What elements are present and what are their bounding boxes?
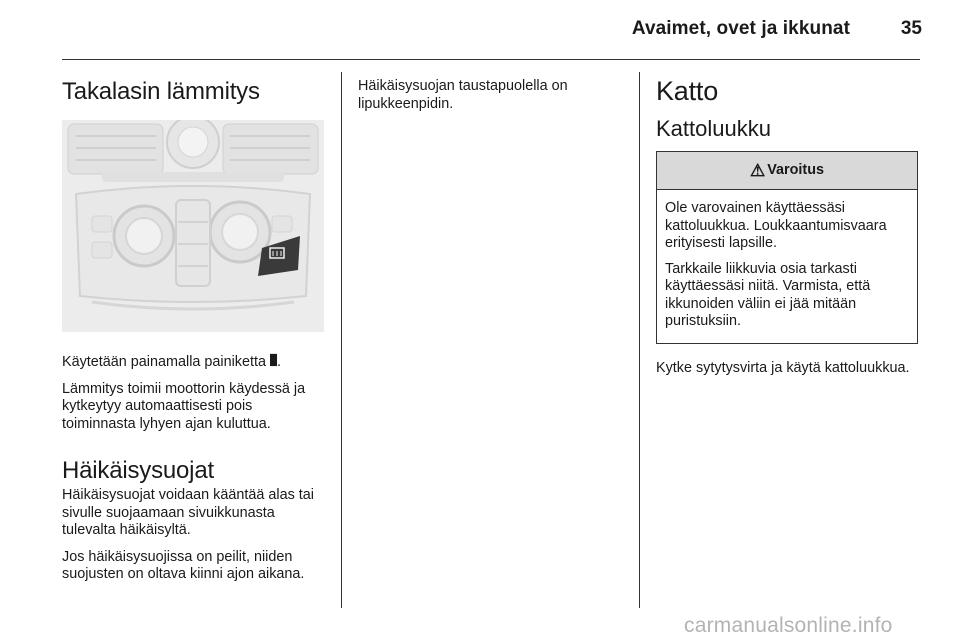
- warning-body: [657, 190, 917, 343]
- column-divider: [341, 72, 342, 608]
- warning-label: Varoitus: [767, 161, 825, 178]
- running-header-title: Avaimet, ovet ja ikkunat: [631, 18, 850, 39]
- warning-paragraph-caution: Ole varovainen käyttäessäsi kattoluukkua. Loukkaantumisvaara erityisesti lapsille.: [665, 200, 887, 251]
- column-middle: [358, 78, 624, 122]
- warning-paragraph-moving-parts: Tarkkaile liikkuvia osia tarkasti käyttäessäsi niitä. Varmista, että ikkunoiden väliin ei jää mitään puristuksiin.: [665, 260, 871, 329]
- section-heading-roof: Katto: [656, 76, 719, 106]
- warning-box: [656, 151, 918, 344]
- paragraph-sun-visor-mirrors: Jos häikäisysuojissa on peilit, niiden suojusten on oltava kiinni ajon aikana.: [62, 548, 305, 582]
- watermark: carmanualsonline.info: [684, 614, 893, 637]
- paragraph-ticket-holder: Häikäisysuojan taustapuolella on lipukkeenpidin.: [358, 78, 568, 112]
- section-heading-sun-visors: Häikäisysuojat: [62, 457, 214, 484]
- section-heading-rear-window-heating: Takalasin lämmitys: [62, 78, 260, 105]
- paragraph-rear-heater-usage: [62, 354, 326, 372]
- text-rear-heater-usage: Käytetään painamalla painiketta: [62, 354, 271, 370]
- column-right: [656, 76, 920, 386]
- page-number: 35: [900, 18, 922, 39]
- paragraph-rear-heater-operation: Lämmitys toimii moottorin käydessä ja kytkeytyy automaattisesti pois toiminnasta lyhyen ajan kuluttua.: [62, 380, 306, 432]
- warning-triangle-icon: ⚠: [749, 160, 766, 180]
- paragraph-sun-visor-usage: Häikäisysuojat voidaan kääntää alas tai sivulle suojaamaan sivuikkunasta tulevalta häikäisyltä.: [62, 487, 314, 538]
- column-divider: [639, 72, 640, 608]
- rear-window-heater-icon: 🮆: [270, 354, 278, 368]
- subsection-heading-sunroof: Kattoluukku: [656, 116, 771, 141]
- text-period: .: [277, 354, 282, 370]
- control-panel-illustration: [62, 120, 324, 332]
- warning-header: [657, 152, 917, 190]
- paragraph-sunroof-operation: Kytke sytytysvirta ja käytä kattoluukkua.: [656, 359, 910, 376]
- header-rule: [62, 59, 920, 60]
- column-left: [62, 78, 326, 593]
